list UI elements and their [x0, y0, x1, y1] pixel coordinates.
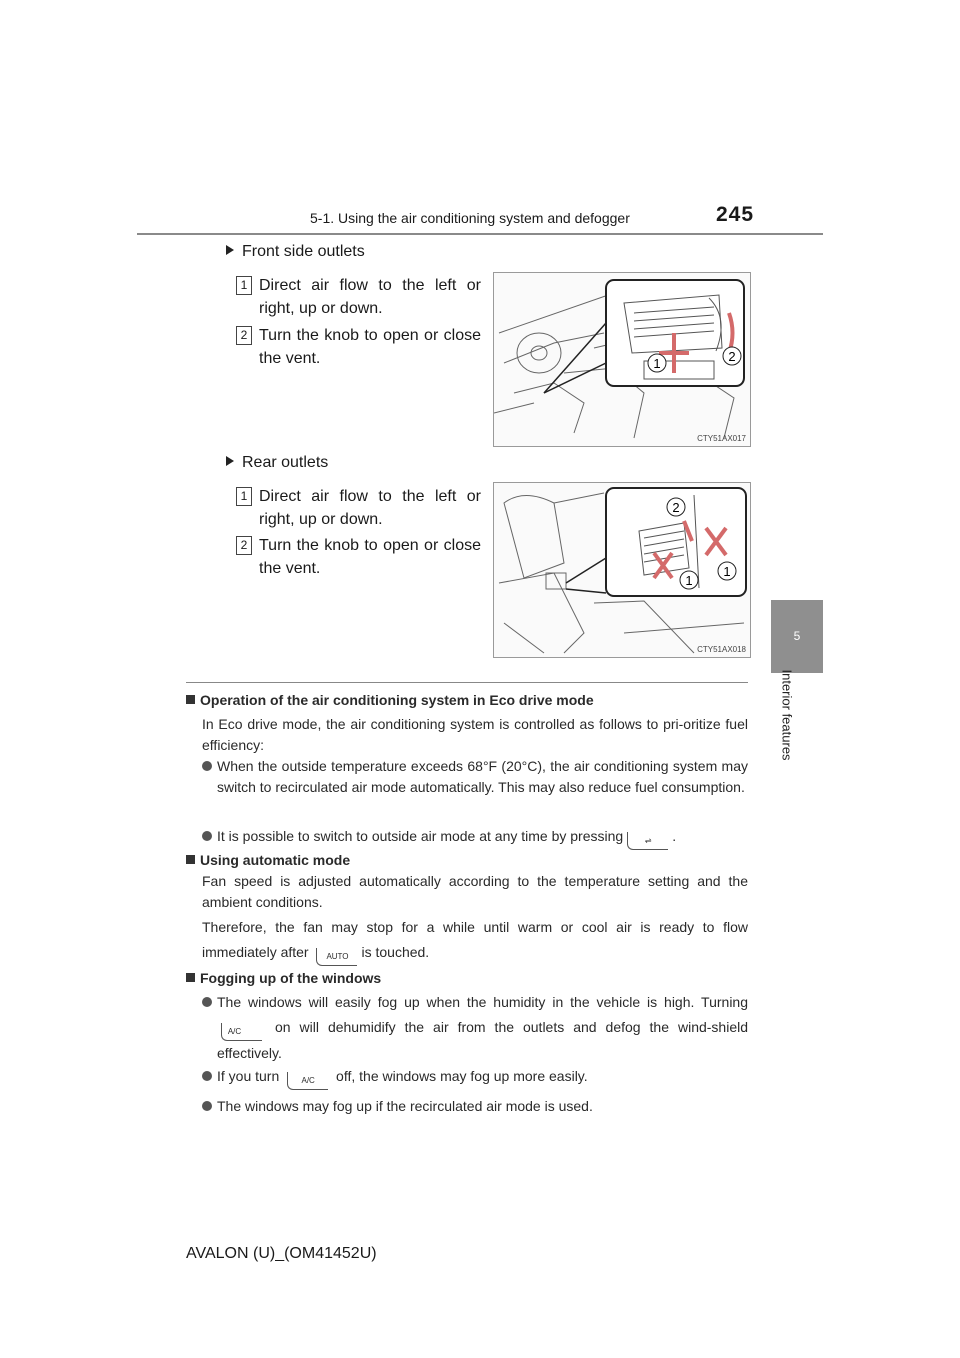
auto-button-icon: AUTO [316, 948, 357, 966]
step-number: 2 [236, 536, 252, 555]
square-bullet-icon [186, 695, 195, 704]
callout-1: 1 [723, 564, 731, 579]
front-heading-text: Front side outlets [242, 243, 365, 260]
fog-bullet-3: The windows may fog up if the recirculated air mode is used. [202, 1096, 593, 1117]
front-outlet-figure [493, 272, 751, 447]
eco-bullet-1: When the outside temperature exceeds 68°F (20°C), the air conditioning system may switch to recirculated air mode automatically. This may also reduce fuel consumption. [202, 756, 748, 798]
step-number: 1 [236, 487, 252, 506]
ac-button-icon: A/C [287, 1072, 328, 1090]
auto-p1: Fan speed is adjusted automatically according to the temperature setting and the ambient conditions. [202, 873, 748, 910]
rear-step-2 [240, 534, 481, 580]
chapter-number: 5 [793, 629, 801, 643]
notes-rule [186, 682, 748, 683]
front-outlet-illustration [494, 273, 750, 446]
step-number: 1 [236, 276, 252, 295]
eco-bullet-2: It is possible to switch to outside air mode at any time by pressing ⇌ . [202, 826, 676, 850]
fog-note-title: Fogging up of the windows [186, 968, 381, 989]
bullet-icon [202, 997, 212, 1007]
fog-bullet-2: If you turn A/C off, the windows may fog up more easily. [202, 1066, 588, 1090]
ac-button-icon: A/C [221, 1023, 262, 1041]
callout-2: 2 [672, 500, 680, 515]
bullet-icon [202, 761, 212, 771]
fog-bullet-1: The windows will easily fog up when the humidity in the vehicle is high. Turning A/C on will dehumidify the air from the outlets and defog the wind-shield effectively. [202, 990, 748, 1066]
callout-1: 1 [685, 573, 693, 588]
figure-id: CTY51AX017 [697, 434, 746, 443]
auto-note-title: Using automatic mode [186, 850, 350, 871]
chapter-label-box [772, 669, 802, 785]
rear-outlet-illustration [494, 483, 750, 657]
rear-heading-text: Rear outlets [242, 454, 329, 471]
rear-step-1 [240, 485, 481, 531]
chapter-label: Interior features [779, 669, 795, 761]
square-bullet-icon [186, 973, 195, 982]
auto-p2: Therefore, the fan may stop for a while until warm or cool air is ready to flow immediately after AUTO is touched. [202, 915, 748, 966]
footer-model: AVALON (U)_(OM41452U) [186, 1245, 377, 1262]
step-text: Turn the knob to open or close the vent. [259, 537, 481, 577]
chapter-tab [771, 600, 823, 673]
callout-1: 1 [653, 356, 661, 371]
triangle-bullet-icon [226, 245, 234, 255]
front-step-2 [240, 324, 481, 370]
step-text: Direct air flow to the left or right, up or down. [259, 488, 481, 528]
figure-id: CTY51AX018 [697, 645, 746, 654]
eco-note-title: Operation of the air conditioning system in Eco drive mode [186, 690, 594, 711]
step-text: Direct air flow to the left or right, up or down. [259, 277, 481, 317]
bullet-icon [202, 1071, 212, 1081]
section-title: 5-1. Using the air conditioning system and defogger [310, 210, 630, 226]
header-rule [137, 233, 823, 235]
front-step-1 [240, 274, 481, 320]
step-number: 2 [236, 326, 252, 345]
step-text: Turn the knob to open or close the vent. [259, 327, 481, 367]
page-number: 245 [716, 203, 755, 226]
bullet-icon [202, 1101, 212, 1111]
bullet-icon [202, 831, 212, 841]
triangle-bullet-icon [226, 456, 234, 466]
rear-heading [226, 454, 328, 472]
outside-air-button-icon: ⇌ [627, 832, 668, 850]
rear-outlet-figure [493, 482, 751, 658]
callout-2: 2 [728, 349, 736, 364]
front-heading [226, 243, 365, 261]
square-bullet-icon [186, 855, 195, 864]
eco-intro: In Eco drive mode, the air conditioning system is controlled as follows to pri-oritize fuel efficiency: [202, 716, 748, 753]
